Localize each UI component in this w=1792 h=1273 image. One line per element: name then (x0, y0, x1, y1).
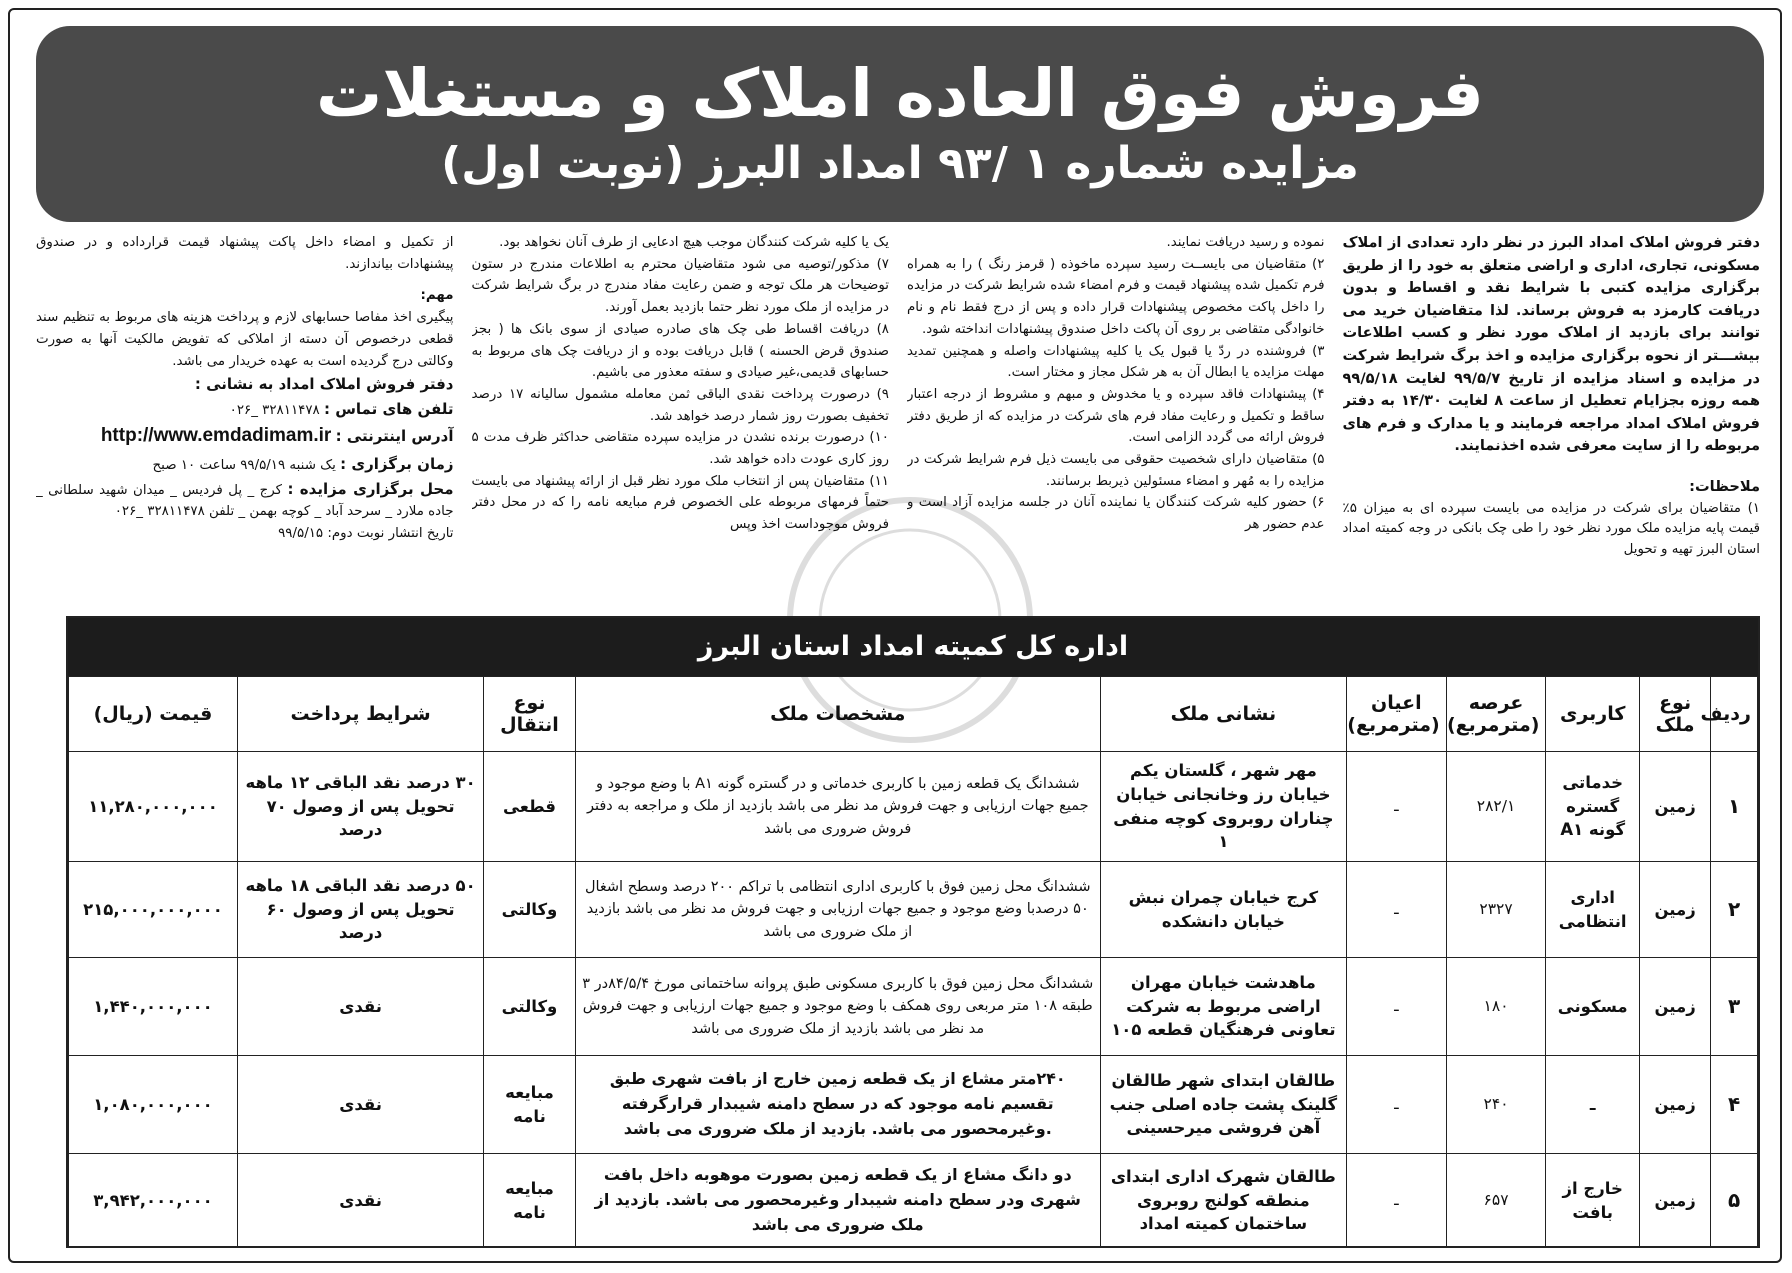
cell-price: ۱,۰۸۰,۰۰۰,۰۰۰ (69, 1056, 238, 1154)
col-header-address: نشانی ملک (1100, 677, 1346, 752)
cell-transfer: مبایعه نامه (484, 1154, 576, 1248)
cell-price: ۱,۴۴۰,۰۰۰,۰۰۰ (69, 958, 238, 1056)
cell-payment: ۵۰ درصد نقد الباقی ۱۸ ماهه تحویل پس از وصول ۶۰ درصد (237, 862, 483, 958)
cell-usage: خدماتی گستره گونه A۱ (1546, 752, 1640, 862)
table-caption: اداره کل کمیته امداد استان البرز (68, 618, 1758, 676)
phones-label: تلفن های تماس : (323, 399, 454, 418)
phones-value: ۳۲۸۱۱۴۷۸ _۰۲۶ (229, 402, 320, 418)
cell-row-no: ۱ (1711, 752, 1758, 862)
cell-area: ۶۵۷ (1446, 1154, 1546, 1248)
note-5: ۵) متقاضیان دارای شخصیت حقوقی می بایست ذیل فرم شرایط شرکت در مزایده را به مُهر و امضاء مسئولین ذیربط برسانند. (907, 452, 1325, 489)
cell-price: ۲۱۵,۰۰۰,۰۰۰,۰۰۰ (69, 862, 238, 958)
page-subtitle: مزایده شماره ۱ /۹۳ امداد البرز (نوبت اول) (441, 138, 1359, 190)
column-intro (1343, 232, 1761, 587)
cell-description: دو دانگ مشاع از یک قطعه زمین بصورت موهوبه داخل بافت شهری ودر سطح دامنه شیبدار وغیرمحصور می باشد. بازدید از ملک ضروری می باشد (575, 1154, 1100, 1248)
cell-usage: ـ (1546, 1056, 1640, 1154)
intro-text: دفتر فروش املاک امداد البرز در نظر دارد تعدادی از املاک مسکونی، تجاری، اداری و اراضی متعلق به خود را از طریق برگزاری مزایده کتبی با شرایط نقد و اقساط و بدون دریافت کارمزد به فروش برساند. لذا متقاضیان خرید می توانند برای بازدید از املاک مورد نظر و کسب اطلاعات بیشـــتر از نحوه برگزاری مزایده و اخذ برگ شرایط شرکت در مزایده و اسناد مزایده از تاریخ ۹۹/۵/۷ لغایت ۹۹/۵/۱۸ همه روزه بجزایام تعطیل از ساعت ۸ لغایت ۱۴/۳۰ به دفتر فروش املاک امداد مراجعه فرمایند و یا مدارک و فرم های مربوطه را از سایت معرفی شده اخذنمایند. (1342, 234, 1760, 455)
note-1: ۱) متقاضیان برای شرکت در مزایده می بایست سپرده ای به میزان ۵٪ قیمت پایه مزایده ملک مورد نظر خود را طی چک بانکی در وجه کمیته امداد استان البرز تهیه و تحویل (1342, 500, 1760, 558)
note-9: ۹) درصورت پرداخت نقدی الباقی ثمن معامله مشمول سالیانه ۱۷ درصد تخفیف بصورت روز شمار درصد خواهد شد. (471, 386, 889, 424)
place-value: کرج _ پل فردیس _ میدان شهید سلطانی _ جاده ملارد _ سرحد آباد _ کوچه بهمن _ تلفن ۳۲۸۱۱۴۷۸ _۰۲۶ (36, 482, 454, 520)
website-link[interactable]: http://www.emdadimam.ir (100, 425, 332, 447)
cell-payment: نقدی (237, 1154, 483, 1248)
cell-price: ۱۱,۲۸۰,۰۰۰,۰۰۰ (69, 752, 238, 862)
cell-price: ۳,۹۴۲,۰۰۰,۰۰۰ (69, 1154, 238, 1248)
column-contact (36, 232, 454, 587)
terms-columns (36, 232, 1760, 587)
properties-table-container (66, 616, 1760, 1248)
cell-usage: خارج از بافت (1546, 1154, 1640, 1248)
cell-type: زمین (1639, 958, 1710, 1056)
place-label: محل برگزاری مزایده : (287, 479, 454, 498)
cell-description: ششدانگ یک قطعه زمین با کاربری خدماتی و در گستره گونه A۱ با وضع موجود و جمیع جهات ارزیابی و جهت فروش مد نظر می باشد بازدید از ملک و مراجعه به دفتر فروش ضروری می باشد (575, 752, 1100, 862)
website-line (36, 421, 454, 452)
cell-area: ۱۸۰ (1446, 958, 1546, 1056)
note-1-cont: نموده و رسید دریافت نمایند. (1166, 235, 1325, 250)
note-7: ۷) مذکور/توصیه می شود متقاضیان محترم به اطلاعات مندرج در ستون توضیحات هر ملک توجه و ضمن رعایت مفاد مندرج در برگ شرایط شرکت در مزایده از ملک مورد نظر حتما بازدید بعمل آورند. (471, 256, 889, 316)
note-4: ۴) پیشنهادات فاقد سپرده و یا مخدوش و مبهم و مشروط از درجه اعتبار ساقط و تکمیل و رعایت مفاد فرم های شرکت در مزایده که از طریق دفتر فروش ارائه می گردد الزامی است. (907, 386, 1325, 446)
cell-transfer: قطعی (484, 752, 576, 862)
table-row (69, 752, 1758, 862)
cell-transfer: وکالتی (484, 862, 576, 958)
table-row (69, 1056, 1758, 1154)
time-value: یک شنبه ۹۹/۵/۱۹ ساعت ۱۰ صبح (152, 457, 336, 473)
col-header-building: اعیان (مترمربع) (1346, 677, 1446, 752)
cell-description: ششدانگ محل زمین فوق با کاربری مسکونی طبق پروانه ساختمانی مورخ ۸۴/۵/۴در ۳ طبقه ۱۰۸ متر مربعی روی همکف با وضع موجود و جمیع جهات ارزیابی و جهت فروش مد نظر می باشد بازدید از ملک ضروری می باشد (575, 958, 1100, 1056)
important-text: پیگیری اخذ مفاصا حسابهای لازم و پرداخت هزینه های مربوط به تنظیم سند قطعی درخصوص آن دسته از املاکی که تفویض مالکیت آنها به صورت وکالتی درج گردیده است به عهده خریدار می باشد. (36, 310, 454, 369)
phones-line (36, 397, 454, 422)
cell-payment: ۳۰ درصد نقد الباقی ۱۲ ماهه تحویل پس از وصول ۷۰ درصد (237, 752, 483, 862)
col-header-row-no: ردیف (1711, 677, 1758, 752)
cell-type: زمین (1639, 862, 1710, 958)
col-header-payment: شرایط پرداخت (237, 677, 483, 752)
cell-payment: نقدی (237, 958, 483, 1056)
website-label: آدرس اینترنتی : (335, 427, 454, 446)
place-line (36, 477, 454, 523)
note-8: ۸) دریافت اقساط طی چک های صادره صیادی از سوی بانک ها ( بجز صندوق قرض الحسنه ) قابل دریافت بوده و از دریافت چک های مربوط به حسابهای قدیمی،غیر صیادی و سفته معذور می باشیم. (471, 321, 889, 381)
col-header-usage: کاربری (1546, 677, 1640, 752)
properties-table (68, 676, 1758, 1248)
cell-type: زمین (1639, 752, 1710, 862)
note-2: ۲) متقاضیان می بایســت رسید سپرده ماخوذه ( قرمز رنگ ) را به همراه فرم تکمیل شده پیشنهاد قیمت و فرم امضاء شده شرایط شرکت در مزایده را داخل پاکت مخصوص پیشنهادات قرار داده و پس از درج فقط نام و نام خانوادگی متقاضی بر روی آن پاکت داخل صندوق پیشنهادات انداخته شود. (907, 256, 1325, 337)
note-10: ۱۰) درصورت برنده نشدن در مزایده سپرده متقاضی حداکثر ظرف مدت ۵ روز کاری عودت داده خواهد شد. (471, 430, 889, 468)
cell-usage: اداری انتظامی (1546, 862, 1640, 958)
cell-row-no: ۳ (1711, 958, 1758, 1056)
cell-address: کرج خیابان چمران نبش خیابان دانشکده (1100, 862, 1346, 958)
cell-type: زمین (1639, 1056, 1710, 1154)
note-11-cont: از تکمیل و امضاء داخل پاکت پیشنهاد قیمت قرارداده و در صندوق پیشنهادات بیاندازند. (36, 235, 454, 272)
col-header-transfer: نوع انتقال (484, 677, 576, 752)
note-3: ۳) فروشنده در ردّ یا قبول یک یا کلیه پیشنهادات واصله و همچنین تمدید مهلت مزایده یا ابطال آن به هر شکل مجاز و مختار است. (907, 343, 1325, 381)
notes-heading: ملاحظات: (1689, 478, 1760, 496)
important-heading: مهم: (420, 288, 454, 304)
cell-building: ـ (1346, 752, 1446, 862)
note-11: ۱۱) متقاضیان پس از انتخاب ملک مورد نظر قبل از ارائه پیشنهاد می بایست حتماً فرمهای مربوطه علی الخصوص فرم مبایعه نامه را که در محل دفتر فروش موجوداست اخذ وپس (471, 473, 889, 533)
cell-area: ۲۳۲۷ (1446, 862, 1546, 958)
note-6-cont: یک یا کلیه شرکت کنندگان موجب هیچ ادعایی از طرف آنان نخواهد بود. (499, 235, 889, 250)
cell-building: ـ (1346, 862, 1446, 958)
column-terms-1 (907, 232, 1325, 587)
cell-building: ـ (1346, 1154, 1446, 1248)
cell-transfer: مبایعه نامه (484, 1056, 576, 1154)
col-header-type: نوع ملک (1639, 677, 1710, 752)
cell-row-no: ۲ (1711, 862, 1758, 958)
cell-address: مهر شهر ، گلستان یکم خیابان رز وخانجانی خیابان چناران روبروی کوچه منفی ۱ (1100, 752, 1346, 862)
note-6: ۶) حضور کلیه شرکت کنندگان یا نماینده آنان در جلسه مزایده آزاد است و عدم حضور هر (907, 495, 1325, 533)
cell-type: زمین (1639, 1154, 1710, 1248)
column-terms-2 (472, 232, 890, 587)
cell-area: ۲۴۰ (1446, 1056, 1546, 1154)
cell-address: طالقان ابتدای شهر طالقان گلینک پشت جاده اصلی جنب آهن فروشی میرحسینی (1100, 1056, 1346, 1154)
cell-address: طالقان شهرک اداری ابتدای منطقه کولنج روبروی ساختمان کمیته امداد (1100, 1154, 1346, 1248)
table-row (69, 862, 1758, 958)
table-header-row (69, 677, 1758, 752)
cell-building: ـ (1346, 958, 1446, 1056)
cell-description: ششدانگ محل زمین فوق با کاربری اداری انتظامی با تراکم ۲۰۰ درصد وسطح اشغال ۵۰ درصدبا وضع موجود و جمیع جهات ارزیابی و جهت فروش مد نظر می باشد بازدید از ملک ضروری می باشد (575, 862, 1100, 958)
col-header-area: عرصه (مترمربع) (1446, 677, 1546, 752)
cell-area: ۲۸۲/۱ (1446, 752, 1546, 862)
cell-row-no: ۵ (1711, 1154, 1758, 1248)
page-title: فروش فوق العاده املاک و مستغلات (316, 55, 1484, 132)
cell-payment: نقدی (237, 1056, 483, 1154)
cell-row-no: ۴ (1711, 1056, 1758, 1154)
table-row (69, 1154, 1758, 1248)
time-line (36, 452, 454, 477)
table-row (69, 958, 1758, 1056)
col-header-description: مشخصات ملک (575, 677, 1100, 752)
cell-transfer: وکالتی (484, 958, 576, 1056)
cell-description: ۲۴۰متر مشاع از یک قطعه زمین خارج از بافت شهری طبق تقسیم نامه موجود که در سطح دامنه شیبدار قرارگرفته .وغیرمحصور می باشد. بازدید از ملک ضروری می باشد (575, 1056, 1100, 1154)
header-banner (36, 26, 1764, 222)
publish-date: تاریخ انتشار نوبت دوم: ۹۹/۵/۱۵ (278, 526, 454, 542)
cell-building: ـ (1346, 1056, 1446, 1154)
office-heading: دفتر فروش املاک امداد به نشانی : (194, 375, 454, 394)
col-header-price: قیمت (ریال) (69, 677, 238, 752)
cell-address: ماهدشت خیابان مهران اراضی مربوط به شرکت تعاونی فرهنگیان قطعه ۱۰۵ (1100, 958, 1346, 1056)
cell-usage: مسکونی (1546, 958, 1640, 1056)
time-label: زمان برگزاری : (340, 454, 454, 473)
